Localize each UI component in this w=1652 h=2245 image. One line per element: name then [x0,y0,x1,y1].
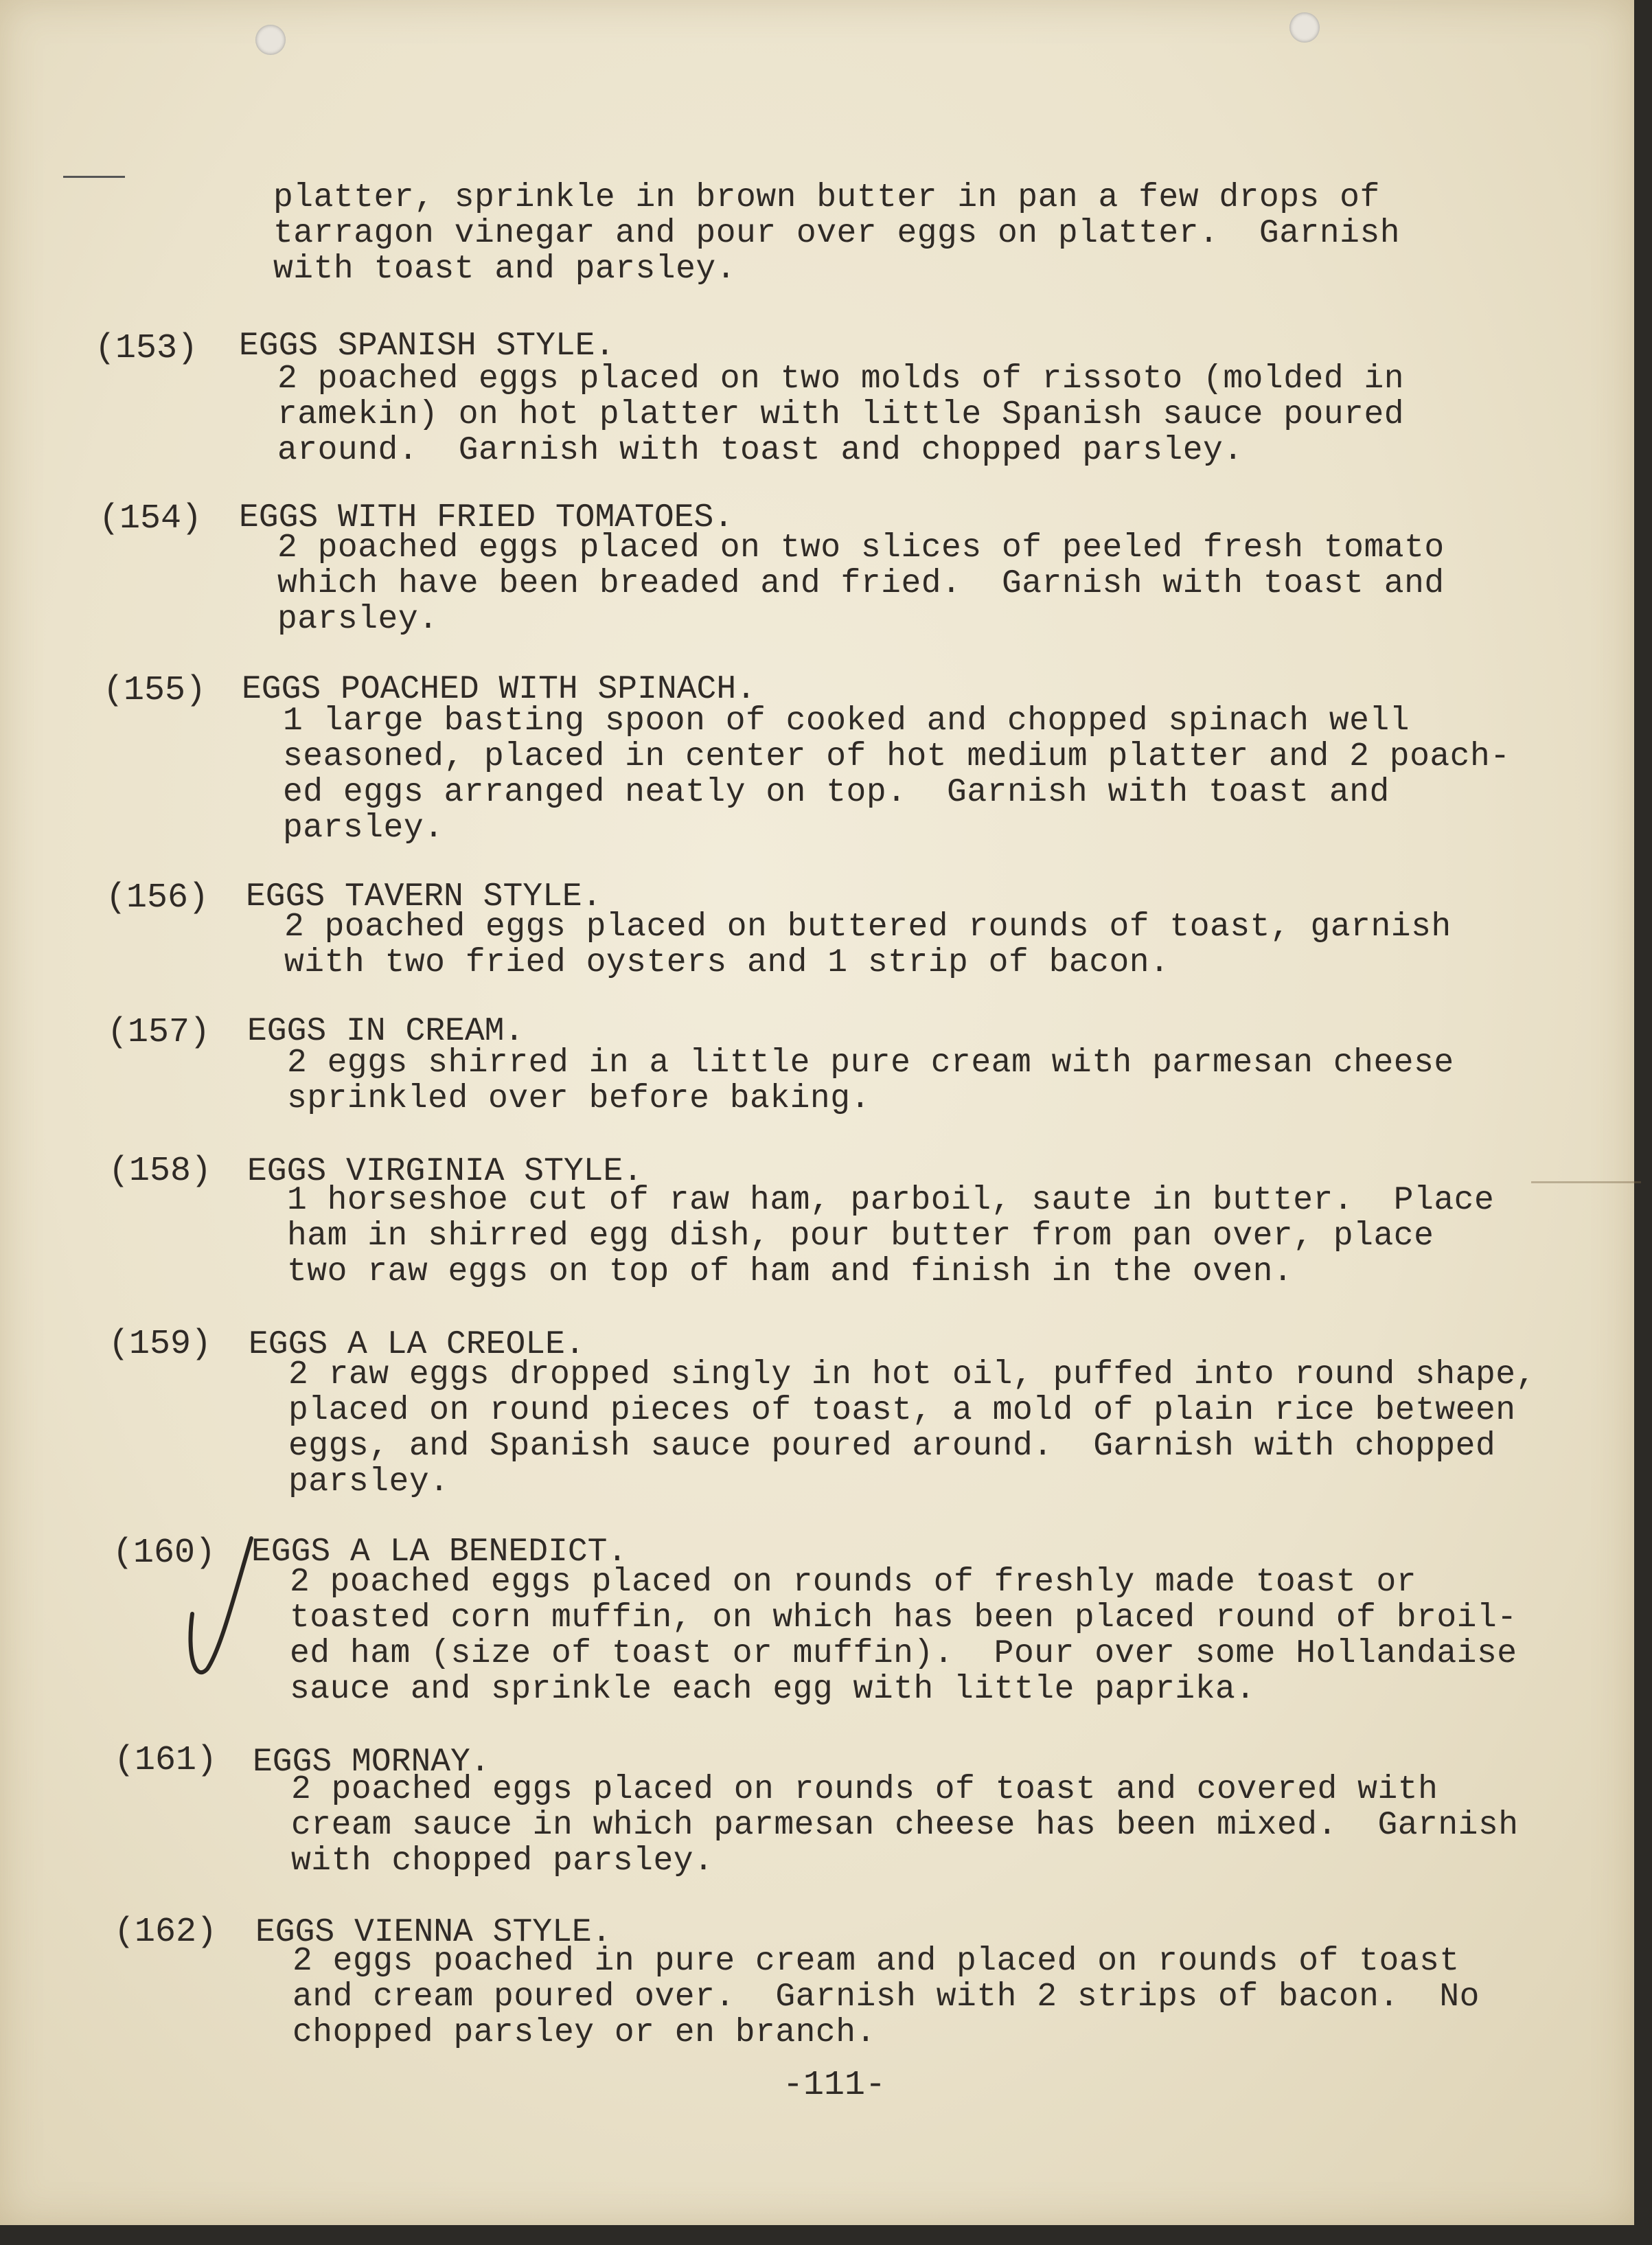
recipe-body [277,530,1445,637]
recipe-number: (155) [103,671,207,710]
recipe-number: (161) [114,1741,218,1780]
recipe-line: cream sauce in which parmesan cheese has been mixed. Garnish [291,1807,1519,1844]
recipe-body [277,361,1404,468]
recipe-body [288,1357,1536,1500]
intro-line: with toast and parsley. [273,251,737,288]
recipe-line: eggs, and Spanish sauce poured around. Garnish with chopped [288,1428,1496,1465]
recipe-title: EGGS WITH FRIED TOMATOES. [239,499,734,536]
recipe-number: (160) [113,1534,216,1573]
recipe-line: placed on round pieces of toast, a mold of plain rice between [288,1392,1516,1429]
recipe-body [283,703,1511,846]
recipe-line: sauce and sprinkle each egg with little paprika. [290,1671,1256,1708]
recipe-line: two raw eggs on top of ham and finish in the oven. [287,1253,1294,1290]
recipe-body [287,1045,1454,1117]
recipe-line: around. Garnish with toast and chopped parsley. [277,432,1243,469]
recipe-number: (162) [114,1913,218,1952]
recipe-number: (158) [108,1152,212,1191]
recipe-line: 2 eggs shirred in a little pure cream with parmesan cheese [287,1045,1454,1082]
recipe-title: EGGS POACHED WITH SPINACH. [242,671,756,708]
recipe-title: EGGS TAVERN STYLE. [246,878,602,915]
punch-hole [255,25,286,55]
recipe-body [287,1183,1494,1290]
recipe-line: seasoned, placed in center of hot medium platter and 2 poach- [283,738,1511,775]
recipe-number: (156) [106,878,209,918]
recipe-title: EGGS A LA BENEDICT. [251,1534,628,1571]
recipe-line: 2 raw eggs dropped singly in hot oil, puffed into round shape, [288,1356,1536,1393]
handwritten-checkmark [180,1531,255,1689]
intro-line: tarragon vinegar and pour over eggs on platter. Garnish [273,215,1401,252]
recipe-body [284,909,1452,981]
recipe-line: 2 poached eggs placed on buttered rounds of toast, garnish [284,909,1452,946]
recipe-body [291,1772,1519,1879]
recipe-line: chopped parsley or en branch. [292,2014,876,2051]
recipe-title: EGGS VIENNA STYLE. [255,1914,612,1951]
recipe-title: EGGS IN CREAM. [247,1013,525,1050]
recipe-line: toasted corn muffin, on which has been placed round of broil- [290,1599,1517,1637]
recipe-line: 2 poached eggs placed on rounds of toast and covered with [291,1771,1438,1808]
recipe-line: parsley. [288,1463,450,1501]
margin-dash-mark [63,176,125,178]
recipe-number: (154) [99,499,203,538]
recipe-line: 2 poached eggs placed on rounds of freshly made toast or [290,1564,1417,1601]
recipe-line: with two fried oysters and 1 strip of bacon. [284,944,1170,981]
recipe-title: EGGS VIRGINIA STYLE. [247,1153,643,1190]
recipe-line: 1 large basting spoon of cooked and chopped spinach well [283,703,1410,740]
recipe-title: EGGS SPANISH STYLE. [239,328,615,365]
recipe-line: with chopped parsley. [291,1843,714,1880]
punch-hole [1289,12,1320,43]
recipe-body [290,1564,1517,1707]
recipe-line: 1 horseshoe cut of raw ham, parboil, saute in butter. Place [287,1182,1495,1219]
recipe-title: EGGS A LA CREOLE. [249,1326,585,1363]
recipe-number: (159) [108,1325,212,1364]
recipe-line: which have been breaded and fried. Garnish with toast and [277,565,1445,602]
recipe-line: sprinkled over before baking. [287,1080,871,1117]
recipe-line: and cream poured over. Garnish with 2 strips of bacon. No [292,1979,1480,2016]
recipe-line: 2 eggs poached in pure cream and placed on rounds of toast [292,1943,1460,1980]
recipe-number: (153) [95,329,198,368]
intro-paragraph [273,180,1400,287]
recipe-line: ed ham (size of toast or muffin). Pour over some Hollandaise [290,1635,1517,1672]
intro-line: platter, sprinkle in brown butter in pan a few drops of [273,179,1380,216]
page-number: -111- [783,2066,886,2105]
recipe-line: 2 poached eggs placed on two slices of peeled fresh tomato [277,529,1445,567]
recipe-line: ed eggs arranged neatly on top. Garnish with toast and [283,774,1390,811]
recipe-body [292,1944,1480,2051]
recipe-line: parsley. [283,810,444,847]
recipe-line: ramekin) on hot platter with little Spanish sauce poured [277,396,1405,433]
recipe-line: ham in shirred egg dish, pour butter from pan over, place [287,1218,1434,1255]
recipe-number: (157) [107,1013,211,1052]
paper-crease [1531,1181,1641,1183]
recipe-line: 2 poached eggs placed on two molds of rissoto (molded in [277,361,1405,398]
recipe-line: parsley. [277,601,439,638]
recipe-title: EGGS MORNAY. [253,1744,490,1781]
